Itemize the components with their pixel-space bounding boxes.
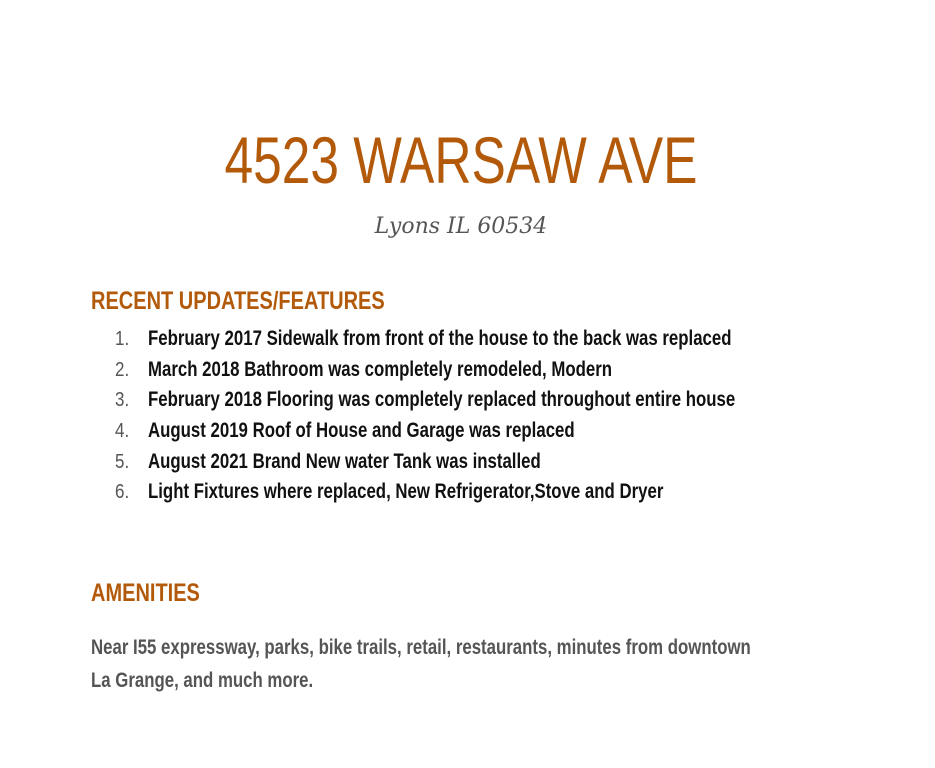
list-item-number: 2.	[115, 358, 130, 381]
updates-heading: RECENT UPDATES/FEATURES	[91, 287, 385, 315]
list-item-text: February 2017 Sidewalk from front of the house to the back was replaced	[148, 327, 732, 350]
list-item-number: 1.	[115, 328, 130, 350]
list-item-text: August 2019 Roof of House and Garage was replaced	[148, 419, 575, 443]
list-item	[91, 447, 891, 478]
list-item	[91, 355, 891, 386]
updates-list	[91, 324, 891, 508]
list-item	[91, 416, 891, 447]
list-item-text: August 2021 Brand New water Tank was installed	[148, 449, 541, 473]
list-item	[91, 477, 891, 508]
list-item-number: 3.	[115, 389, 130, 412]
amenities-line: La Grange, and much more.	[91, 669, 314, 692]
list-item-number: 5.	[115, 450, 130, 473]
amenities-line: Near I55 expressway, parks, bike trails, retail, restaurants, minutes from downtown	[91, 636, 751, 659]
list-item-text: February 2018 Flooring was completely replaced throughout entire house	[148, 388, 736, 412]
list-item-number: 6.	[115, 481, 130, 504]
amenities-heading: AMENITIES	[91, 579, 200, 607]
property-address-title: 4523 WARSAW AVE	[224, 123, 698, 197]
list-item-text: Light Fixtures where replaced, New Refrigerator,Stove and Dryer	[148, 480, 664, 504]
property-city-line: Lyons IL 60534	[374, 214, 548, 239]
list-item	[91, 324, 891, 355]
list-item	[91, 385, 891, 416]
list-item-text: March 2018 Bathroom was completely remodeled, Modern	[148, 357, 613, 381]
amenities-description	[91, 631, 827, 697]
list-item-number: 4.	[115, 420, 130, 443]
